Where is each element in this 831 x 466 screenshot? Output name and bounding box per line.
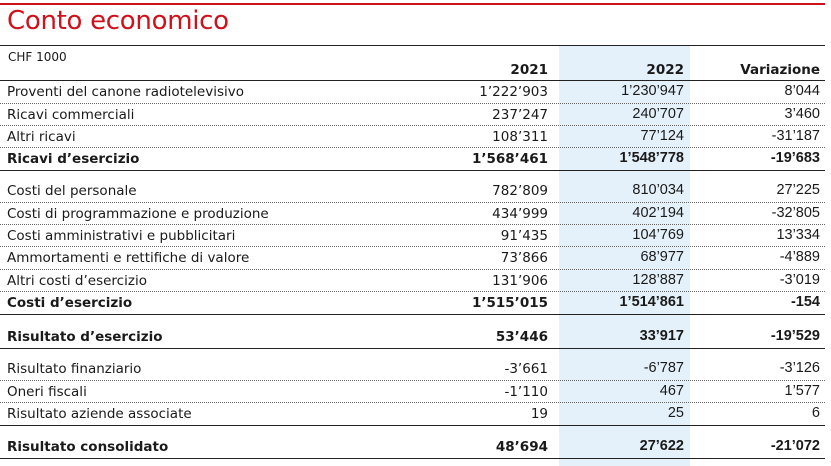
section-rule	[0, 348, 825, 349]
value-2022: 240’707	[632, 106, 684, 122]
table-row	[0, 270, 825, 292]
section-rule	[0, 314, 825, 315]
table-bottom-rule	[0, 458, 825, 459]
table-row	[0, 104, 825, 126]
row-label: Ammortamenti e rettifiche di valore	[7, 250, 250, 266]
value-variazione: 27’225	[776, 182, 820, 198]
value-variazione: -32’805	[771, 205, 820, 221]
value-2021: 48’694	[495, 439, 548, 455]
table-row-total	[0, 148, 825, 170]
value-variazione: -31’187	[771, 128, 820, 144]
table-row-total	[0, 326, 825, 348]
value-2021: 53’446	[495, 329, 548, 345]
value-2021: 237’247	[492, 107, 548, 123]
value-2022: 27’622	[639, 438, 684, 454]
table-row	[0, 358, 825, 380]
row-label: Costi di programmazione e produzione	[7, 206, 269, 222]
header-2021: 2021	[510, 62, 548, 78]
page-title: Conto economico	[7, 6, 229, 36]
row-label: Proventi del canone radiotelevisivo	[7, 84, 245, 100]
value-2022: 810’034	[632, 182, 684, 198]
table-row-total	[0, 292, 825, 314]
table-row	[0, 381, 825, 403]
value-variazione: 3’460	[784, 106, 820, 122]
value-2021: 73’866	[500, 250, 548, 266]
table-row	[0, 203, 825, 225]
value-2021: -3’661	[504, 361, 548, 377]
row-label: Oneri fiscali	[7, 384, 87, 400]
table-row	[0, 81, 825, 103]
value-2021: 91’435	[500, 228, 548, 244]
value-2022: -6’787	[643, 360, 684, 376]
value-variazione: 13’334	[776, 227, 820, 243]
value-2022: 25	[667, 405, 684, 421]
value-2021: 1’222’903	[479, 84, 548, 100]
header-variazione: Variazione	[740, 62, 820, 78]
row-label: Altri costi d’esercizio	[7, 273, 147, 289]
table-row	[0, 180, 825, 202]
value-variazione: -21’072	[770, 438, 820, 454]
section-rule	[0, 425, 825, 426]
value-2022: 1’230’947	[621, 83, 684, 99]
table-row	[0, 225, 825, 247]
value-2022: 68’977	[640, 249, 684, 265]
table-row	[0, 403, 825, 425]
row-label: Ricavi d’esercizio	[7, 151, 140, 167]
row-label: Costi d’esercizio	[7, 295, 133, 311]
value-2021: 131’906	[492, 273, 548, 289]
value-2022: 1’548’778	[619, 150, 684, 166]
value-variazione: 8’044	[784, 83, 820, 99]
row-label: Risultato consolidato	[7, 439, 169, 455]
value-2021: 108’311	[492, 129, 548, 145]
row-label: Risultato aziende associate	[7, 406, 192, 422]
table-row-total	[0, 436, 825, 458]
value-variazione: 1’577	[784, 383, 820, 399]
title-bottom-rule	[0, 45, 825, 46]
table-row	[0, 247, 825, 269]
value-2022: 467	[659, 383, 684, 399]
row-label: Costi amministrativi e pubblicitari	[7, 228, 236, 244]
row-label: Ricavi commerciali	[7, 107, 135, 123]
unit-label: CHF 1000	[8, 50, 67, 64]
value-2021: 782’809	[492, 183, 548, 199]
value-2022: 402’194	[632, 205, 684, 221]
value-2022: 77’124	[640, 128, 684, 144]
value-2021: 434’999	[492, 206, 548, 222]
row-label: Costi del personale	[7, 183, 137, 199]
value-variazione: -19’683	[770, 150, 820, 166]
value-variazione: -3’019	[779, 272, 820, 288]
value-2021: -1’110	[504, 384, 548, 400]
value-2021: 1’515’015	[471, 295, 548, 311]
value-2022: 1’514’861	[619, 294, 684, 310]
header-2022: 2022	[646, 62, 684, 78]
value-variazione: -4’889	[779, 249, 820, 265]
value-variazione: -19’529	[770, 328, 820, 344]
value-2022: 128’887	[632, 272, 684, 288]
value-2021: 1’568’461	[471, 151, 548, 167]
table-header	[0, 60, 825, 80]
row-label: Risultato finanziario	[7, 361, 142, 377]
section-rule	[0, 170, 825, 171]
value-variazione: 6	[811, 405, 820, 421]
title-top-rule	[0, 3, 825, 5]
table-row	[0, 126, 825, 148]
row-label: Altri ricavi	[7, 129, 76, 145]
value-variazione: -154	[790, 294, 820, 310]
value-2021: 19	[530, 406, 548, 422]
value-variazione: -3’126	[779, 360, 820, 376]
value-2022: 33’917	[639, 328, 684, 344]
row-label: Risultato d’esercizio	[7, 329, 163, 345]
value-2022: 104’769	[632, 227, 684, 243]
